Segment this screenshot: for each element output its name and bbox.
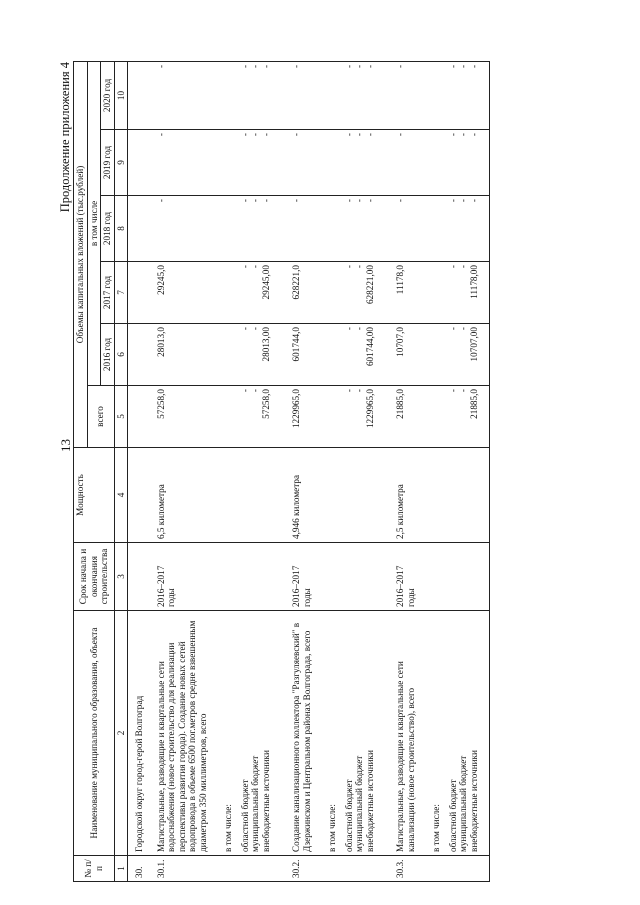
- source-value: -: [458, 262, 469, 324]
- column-number: 1: [114, 856, 128, 882]
- object-name: Магистральные, разводящие и квартальные сети канализации (новое строительство), всего: [385, 611, 417, 856]
- object-num: 30.3.: [385, 856, 417, 882]
- source-value: -: [240, 196, 251, 262]
- source-name: внебюджетные источники: [261, 611, 282, 856]
- source-row: [365, 61, 386, 881]
- source-value: -: [469, 61, 490, 129]
- column-number: 3: [114, 543, 128, 611]
- header-2017: 2017 год: [101, 262, 115, 324]
- source-name: внебюджетные источники: [469, 611, 490, 856]
- object-num: 30.1.: [146, 856, 210, 882]
- source-value: -: [458, 61, 469, 129]
- header-capacity: Мощность: [74, 448, 115, 543]
- source-value: -: [469, 196, 490, 262]
- object-y2018: -: [281, 196, 313, 262]
- source-value: -: [458, 324, 469, 386]
- source-value: -: [344, 196, 355, 262]
- investment-table: [73, 61, 490, 882]
- source-value: -: [354, 196, 365, 262]
- source-value: -: [261, 130, 282, 196]
- column-number: 4: [114, 448, 128, 543]
- including-row: [209, 61, 240, 881]
- object-term: 2016–2017 годы: [281, 543, 313, 611]
- object-y2017: 29245,0: [146, 262, 210, 324]
- header-2019: 2019 год: [101, 130, 115, 196]
- source-value: -: [354, 386, 365, 448]
- source-value: 29245,00: [261, 262, 282, 324]
- object-y2019: -: [146, 130, 210, 196]
- including-label: в том числе:: [417, 611, 448, 856]
- source-name: областной бюджет: [240, 611, 251, 856]
- source-value: -: [344, 130, 355, 196]
- object-row: [146, 61, 210, 881]
- including-row: [417, 61, 448, 881]
- column-number: 9: [114, 130, 128, 196]
- source-value: -: [448, 386, 459, 448]
- source-value: 57258,0: [261, 386, 282, 448]
- source-row: [240, 61, 251, 881]
- source-value: -: [250, 61, 261, 129]
- source-value: -: [448, 130, 459, 196]
- source-value: 21885,0: [469, 386, 490, 448]
- object-y2016: 28013,0: [146, 324, 210, 386]
- source-row: [261, 61, 282, 881]
- object-total: 21885,0: [385, 386, 417, 448]
- object-row: [385, 61, 417, 881]
- header-total: всего: [87, 386, 114, 448]
- source-value: -: [250, 196, 261, 262]
- source-value: -: [354, 130, 365, 196]
- source-value: -: [448, 262, 459, 324]
- source-value: -: [250, 324, 261, 386]
- source-value: -: [448, 61, 459, 129]
- source-value: -: [448, 324, 459, 386]
- object-capacity: 4,946 километра: [281, 448, 313, 543]
- source-value: -: [250, 386, 261, 448]
- district-name: Городской округ город-герой Волгоград: [128, 611, 146, 856]
- header-num: № п/п: [74, 856, 115, 882]
- source-value: -: [261, 61, 282, 129]
- source-value: -: [354, 262, 365, 324]
- column-number: 5: [114, 386, 128, 448]
- column-number: 2: [114, 611, 128, 856]
- object-row: [281, 61, 313, 881]
- object-y2019: -: [385, 130, 417, 196]
- object-y2017: 11178,0: [385, 262, 417, 324]
- including-label: в том числе:: [313, 611, 344, 856]
- object-y2018: -: [146, 196, 210, 262]
- object-y2020: -: [385, 61, 417, 129]
- object-name: Магистральные, разводящие и квартальные сети водоснабжения (новое строительство для реализации перспективы развития города). Создание новых сетей водопровода в объеме 6500 пог.метров средне взвешенным диаметром 350 миллиметров, всего: [146, 611, 210, 856]
- source-value: -: [365, 196, 386, 262]
- continuation-title: Продолжение приложения 4: [58, 62, 72, 213]
- header-name: Наименование муниципального образования, объекта: [74, 611, 115, 856]
- source-value: 10707,00: [469, 324, 490, 386]
- source-value: 1229965,0: [365, 386, 386, 448]
- source-value: -: [250, 262, 261, 324]
- object-y2018: -: [385, 196, 417, 262]
- object-term: 2016–2017 годы: [385, 543, 417, 611]
- rotated-page: [57, 62, 582, 882]
- header-2018: 2018 год: [101, 196, 115, 262]
- object-y2020: -: [146, 61, 210, 129]
- object-y2019: -: [281, 130, 313, 196]
- object-y2020: -: [281, 61, 313, 129]
- object-term: 2016–2017 годы: [146, 543, 210, 611]
- source-value: -: [250, 130, 261, 196]
- column-numbers-row: [114, 61, 128, 881]
- source-value: -: [365, 61, 386, 129]
- source-value: -: [240, 386, 251, 448]
- source-value: 601744,00: [365, 324, 386, 386]
- source-value: -: [365, 130, 386, 196]
- source-value: 28013,00: [261, 324, 282, 386]
- source-value: -: [354, 61, 365, 129]
- column-number: 10: [114, 61, 128, 129]
- source-value: -: [240, 324, 251, 386]
- object-y2016: 601744,0: [281, 324, 313, 386]
- district-num: 30.: [128, 856, 146, 882]
- source-name: муниципальный бюджет: [354, 611, 365, 856]
- source-value: -: [344, 324, 355, 386]
- object-y2016: 10707,0: [385, 324, 417, 386]
- source-name: муниципальный бюджет: [458, 611, 469, 856]
- page-number: 13: [58, 439, 73, 452]
- object-capacity: 6,5 километра: [146, 448, 210, 543]
- source-row: [469, 61, 490, 881]
- source-value: 11178,00: [469, 262, 490, 324]
- source-row: [354, 61, 365, 881]
- header-investments: Объемы капитальных вложений (тыс.рублей): [74, 61, 88, 447]
- column-number: 8: [114, 196, 128, 262]
- including-label: в том числе:: [209, 611, 240, 856]
- header-2016: 2016 год: [101, 324, 115, 386]
- source-row: [458, 61, 469, 881]
- object-total: 1229965,0: [281, 386, 313, 448]
- column-number: 6: [114, 324, 128, 386]
- source-value: -: [240, 130, 251, 196]
- source-value: -: [354, 324, 365, 386]
- source-value: -: [344, 386, 355, 448]
- object-num: 30.2.: [281, 856, 313, 882]
- source-row: [448, 61, 459, 881]
- source-name: областной бюджет: [448, 611, 459, 856]
- source-name: муниципальный бюджет: [250, 611, 261, 856]
- source-value: -: [458, 386, 469, 448]
- column-number: 7: [114, 262, 128, 324]
- object-capacity: 2,5 километра: [385, 448, 417, 543]
- source-value: -: [344, 61, 355, 129]
- source-value: -: [240, 262, 251, 324]
- object-total: 57258,0: [146, 386, 210, 448]
- object-y2017: 628221,0: [281, 262, 313, 324]
- source-name: областной бюджет: [344, 611, 355, 856]
- source-row: [250, 61, 261, 881]
- header-including: в том числе: [87, 61, 101, 385]
- object-name: Создание канализационного коллектора "Разгуляевский" в Дзержинском и Центральном районах Волгограда, всего: [281, 611, 313, 856]
- source-value: -: [458, 196, 469, 262]
- source-value: -: [344, 262, 355, 324]
- source-value: 628221,00: [365, 262, 386, 324]
- source-value: -: [261, 196, 282, 262]
- header-2020: 2020 год: [101, 61, 115, 129]
- source-row: [344, 61, 355, 881]
- including-row: [313, 61, 344, 881]
- source-name: внебюджетные источники: [365, 611, 386, 856]
- source-value: -: [458, 130, 469, 196]
- source-value: -: [240, 61, 251, 129]
- district-row: [128, 61, 146, 881]
- source-value: -: [448, 196, 459, 262]
- source-value: -: [469, 130, 490, 196]
- header-term: Срок начала и окончания строительства: [74, 543, 115, 611]
